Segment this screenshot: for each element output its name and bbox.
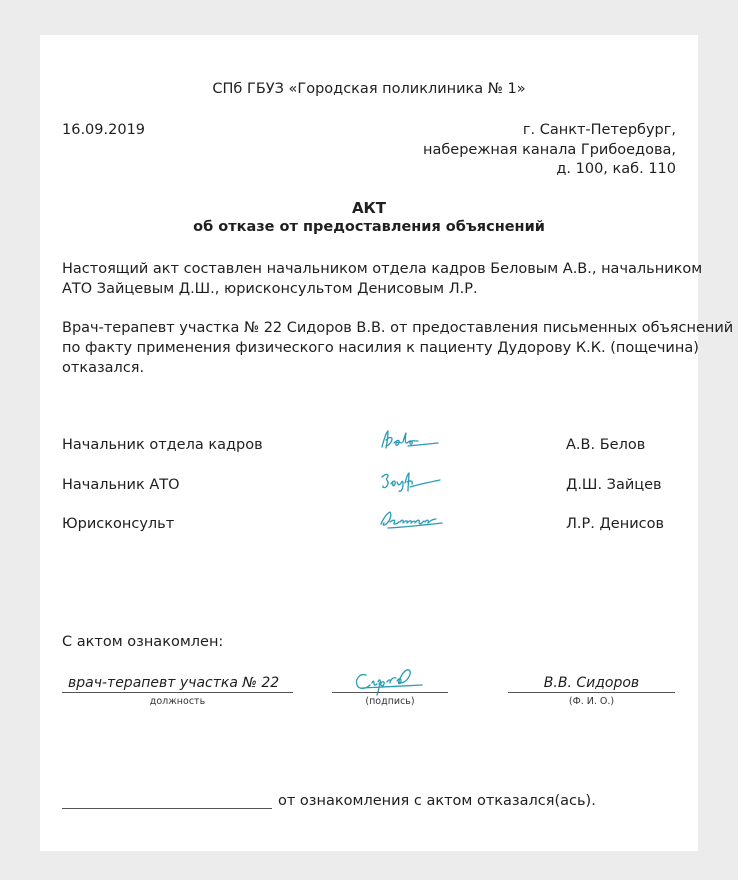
full-name-underline	[508, 692, 675, 693]
paragraph-composition	[62, 259, 702, 299]
address-line: д. 100, каб. 110	[556, 161, 676, 177]
document-subtitle: об отказе от предоставления объяснений	[193, 219, 545, 235]
paragraph-line: АТО Зайцевым Д.Ш., юрисконсультом Денисовым Л.Р.	[62, 281, 478, 297]
position-underline	[62, 692, 293, 693]
address-block	[423, 121, 676, 180]
signature-image	[378, 427, 442, 453]
full-name-caption: (Ф. И. О.)	[568, 696, 615, 707]
address-line: набережная канала Грибоедова,	[422, 141, 676, 158]
signatory-role: Начальник отдела кадров	[62, 437, 263, 453]
refusal-blank-line	[62, 808, 272, 809]
signature-image	[378, 507, 448, 533]
signature-caption: (подпись)	[365, 696, 415, 707]
paragraph-line: Врач-терапевт участка № 22 Сидоров В.В. от предоставления письменных объяснений	[62, 320, 734, 336]
paragraph-line: Настоящий акт составлен начальником отдела кадров Беловым А.В., начальником	[62, 261, 703, 277]
position-caption: должность	[149, 696, 206, 707]
refusal-text: от ознакомления с актом отказался(ась).	[278, 793, 596, 809]
full-name-value: В.В. Сидоров	[543, 675, 640, 691]
signatory-name: Д.Ш. Зайцев	[566, 477, 662, 493]
signature-image	[378, 467, 442, 497]
signatory-role: Начальник АТО	[62, 477, 180, 493]
document-sheet	[40, 35, 734, 851]
document-title: АКТ	[351, 199, 387, 217]
paragraph-line: отказался.	[62, 360, 145, 376]
document-date: 16.09.2019	[62, 122, 146, 138]
address-line: г. Санкт-Петербург,	[522, 122, 676, 138]
organization-name: СПб ГБУЗ «Городская поликлиника № 1»	[212, 81, 526, 97]
acquaintance-heading: С актом ознакомлен:	[62, 634, 224, 650]
paragraph-refusal-fact	[62, 318, 733, 378]
position-value: врач-терапевт участка № 22	[68, 675, 280, 691]
paragraph-line: по факту применения физического насилия к пациенту Дудорову К.К. (пощечина)	[62, 340, 699, 356]
signatory-name: Л.Р. Денисов	[566, 516, 665, 532]
signature-underline	[332, 692, 448, 693]
signatory-role: Юрисконсульт	[62, 516, 175, 532]
signatory-name: А.В. Белов	[566, 437, 646, 453]
